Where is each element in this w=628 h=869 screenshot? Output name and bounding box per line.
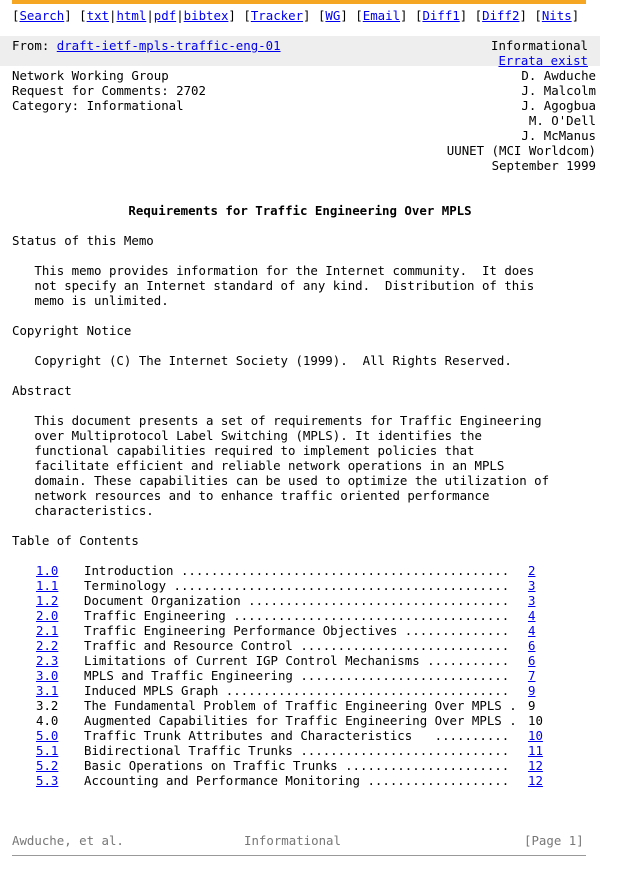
toc-page-number: 9 [528,698,536,713]
toc-section-number[interactable]: 5.1 [36,743,59,758]
status-body-line: not specify an Internet standard of any kind. Distribution of this [12,278,535,293]
toc-section-number[interactable]: 2.2 [36,638,59,653]
toc-section-title: Traffic and Resource Control ............................ [84,638,510,653]
toc-section-title: Traffic Trunk Attributes and Characteristics .......... [84,728,510,743]
footer-divider [12,855,586,856]
toc-row [36,593,536,608]
toc-page-number[interactable]: 4 [528,623,536,638]
copyright-heading: Copyright Notice [12,323,132,338]
toc-section-number[interactable]: 2.0 [36,608,59,623]
abstract-body-line: facilitate efficient and reliable network operations in an MPLS [12,458,505,473]
abstract-body-line: functional capabilities required to implement policies that [12,443,475,458]
search-link[interactable]: Search [19,8,65,23]
toc-section-title: The Fundamental Problem of Traffic Engineering Over MPLS . [84,698,517,713]
toc-row [36,728,543,743]
toc-section-number[interactable]: 5.0 [36,728,59,743]
email-link[interactable]: Email [362,8,401,23]
txt-link[interactable]: txt [86,8,110,23]
toc-section-title: Limitations of Current IGP Control Mechanisms ........... [84,653,510,668]
author-5: J. McManus [521,128,596,143]
toc-page-number[interactable]: 3 [528,578,536,593]
toc-page-number[interactable]: 2 [528,563,536,578]
toc-row [36,668,536,683]
toc-page-number[interactable]: 10 [528,728,543,743]
toc-row [36,758,543,773]
toc-row [36,578,536,593]
toc-row [36,653,536,668]
toc-section-title: Traffic Engineering ..................................... [84,608,510,623]
abstract-body-line: network resources and to enhance traffic oriented performance [12,488,490,503]
toc-row [36,623,536,638]
abstract-body-line: This document presents a set of requirements for Traffic Engineering [12,413,542,428]
toc-row [36,698,536,713]
toc-page-number[interactable]: 11 [528,743,543,758]
toc-row [36,773,543,788]
bibtex-link[interactable]: bibtex [183,8,229,23]
abstract-body-line: characteristics. [12,503,154,518]
author-1: D. Awduche [521,68,596,83]
wg-link[interactable]: WG [325,8,341,23]
footer-page-number: [Page 1] [524,833,584,848]
from-line [12,38,281,53]
toc-section-title: Basic Operations on Traffic Trunks ...................... [84,758,510,773]
nav-links-bar: [Search] [txt|html|pdf|bibtex] [Tracker] [WG] [Email] [Diff1] [Diff2] [Nits] [12,8,580,23]
toc-section-number[interactable]: 3.1 [36,683,59,698]
toc-page-number[interactable]: 7 [528,668,536,683]
html-link[interactable]: html [116,8,147,23]
author-affiliation: UUNET (MCI Worldcom) [446,143,596,158]
toc-section-number: 4.0 [36,713,59,728]
toc-section-title: Traffic Engineering Performance Objectives .............. [84,623,510,638]
toc-row [36,713,543,728]
footer-category: Informational [244,833,341,848]
toc-page-number[interactable]: 4 [528,608,536,623]
toc-page-number[interactable]: 9 [528,683,536,698]
toc-section-number[interactable]: 1.0 [36,563,59,578]
draft-link[interactable]: draft-ietf-mpls-traffic-eng-01 [56,38,281,53]
errata-link[interactable]: Errata exist [498,53,588,68]
toc-page-number[interactable]: 12 [528,758,543,773]
toc-row [36,683,536,698]
status-heading: Status of this Memo [12,233,154,248]
diff1-link[interactable]: Diff1 [422,8,460,23]
toc-page-number[interactable]: 3 [528,593,536,608]
author-4: M. O'Dell [528,113,596,128]
toc-section-number[interactable]: 5.3 [36,773,59,788]
toc-section-title: Terminology ............................................. [84,578,510,593]
header-left-line-1: Network Working Group [12,68,169,83]
tracker-link[interactable]: Tracker [250,8,304,23]
toc-heading: Table of Contents [12,533,139,548]
toc-section-title: Accounting and Performance Monitoring ................... [84,773,510,788]
toc-row [36,743,543,758]
status-body-line: This memo provides information for the Internet community. It does [12,263,535,278]
footer-authors: Awduche, et al. [12,833,124,848]
toc-section-number[interactable]: 1.1 [36,578,59,593]
author-2: J. Malcolm [521,83,596,98]
toc-section-number[interactable]: 2.3 [36,653,59,668]
toc-section-title: Bidirectional Traffic Trunks ............................ [84,743,510,758]
toc-page-number[interactable]: 6 [528,638,536,653]
toc-section-title: Induced MPLS Graph ...................................... [84,683,510,698]
toc-section-title: Document Organization ................................... [84,593,510,608]
from-label: From: [12,38,57,53]
pdf-link[interactable]: pdf [153,8,177,23]
toc-section-title: Introduction ............................................ [84,563,510,578]
toc-section-number[interactable]: 5.2 [36,758,59,773]
toc-page-number: 10 [528,713,543,728]
toc-section-number[interactable]: 2.1 [36,623,59,638]
abstract-body-line: over Multiprotocol Label Switching (MPLS). It identifies the [12,428,482,443]
copyright-body: Copyright (C) The Internet Society (1999). All Rights Reserved. [12,353,512,368]
toc-row [36,563,536,578]
document-title: Requirements for Traffic Engineering Over MPLS [128,203,472,218]
toc-row [36,638,536,653]
header-left-line-3: Category: Informational [12,98,184,113]
toc-section-number: 3.2 [36,698,59,713]
status-label: Informational [491,38,588,53]
header-left-line-2: Request for Comments: 2702 [12,83,206,98]
toc-section-title: MPLS and Traffic Engineering ............................ [84,668,510,683]
toc-page-number[interactable]: 6 [528,653,536,668]
publication-date: September 1999 [491,158,596,173]
diff2-link[interactable]: Diff2 [482,8,520,23]
status-body-line: memo is unlimited. [12,293,169,308]
toc-row [36,608,536,623]
toc-section-title: Augmented Capabilities for Traffic Engineering Over MPLS . [84,713,517,728]
nits-link[interactable]: Nits [541,8,572,23]
abstract-body-line: domain. These capabilities can be used to optimize the utilization of [12,473,550,488]
author-3: J. Agogbua [521,98,596,113]
toc-section-number[interactable]: 1.2 [36,593,59,608]
abstract-heading: Abstract [12,383,72,398]
top-accent-bar [12,0,586,4]
toc-page-number[interactable]: 12 [528,773,543,788]
toc-section-number[interactable]: 3.0 [36,668,59,683]
